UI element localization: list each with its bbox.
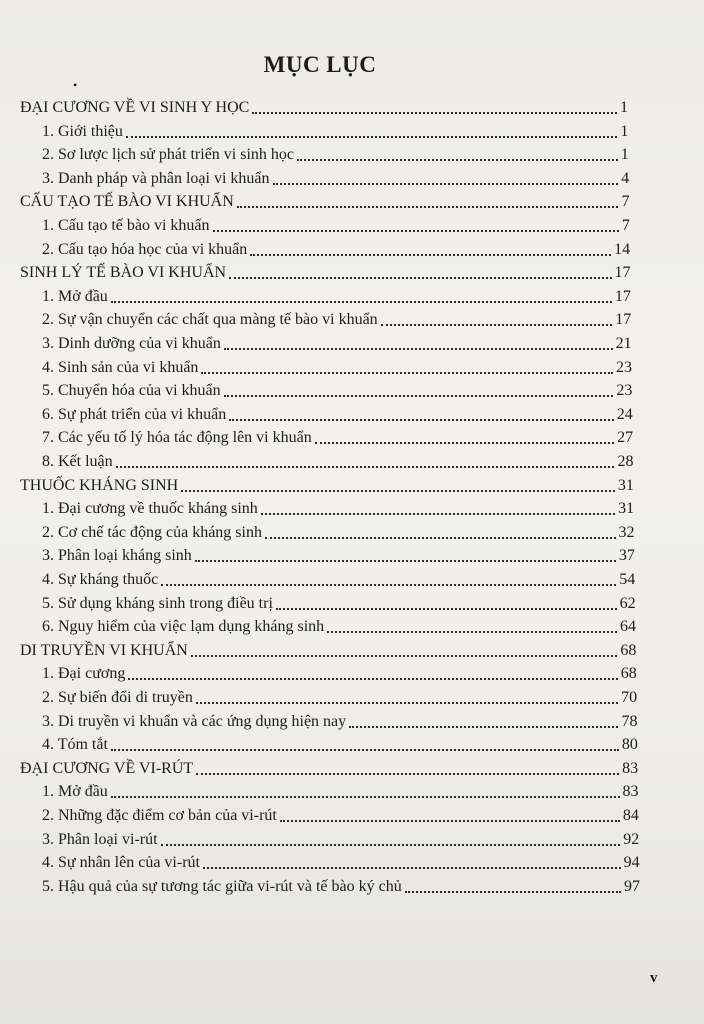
toc-page-number: 21 <box>615 335 632 352</box>
dot-leader <box>203 867 621 869</box>
toc-entry-title: 4. Sự kháng thuốc <box>42 571 159 588</box>
toc-page-number: 1 <box>620 146 629 164</box>
toc-section <box>42 358 632 378</box>
toc-section <box>42 806 639 826</box>
toc-section <box>42 570 635 590</box>
toc-section <box>42 735 638 755</box>
toc-entry-title: 2. Cấu tạo hóa học của vi khuẩn <box>42 240 248 258</box>
toc-section <box>42 334 632 354</box>
toc-page-number: 31 <box>618 500 635 518</box>
dot-leader <box>196 773 619 775</box>
toc-page-number: 31 <box>617 476 634 494</box>
toc-section <box>42 287 631 307</box>
toc-chapter <box>20 263 631 283</box>
toc-entry-title: 1. Cấu tạo tế bào vi khuẩn <box>42 217 210 234</box>
toc-section <box>42 452 633 472</box>
toc-section <box>42 712 637 732</box>
toc-entry-title: 3. Dinh dưỡng của vi khuẩn <box>42 335 221 352</box>
toc-entry-title: 4. Sinh sản của vi khuẩn <box>42 358 199 376</box>
toc-chapter <box>20 476 634 496</box>
dot-leader <box>273 183 619 185</box>
dot-leader <box>213 230 619 232</box>
toc-entry-title: 3. Danh pháp và phân loại vi khuẩn <box>42 169 270 187</box>
toc-entry-title: 2. Những đặc điểm cơ bản của vi-rút <box>42 807 277 824</box>
toc-entry-title: 1. Mở đầu <box>42 287 108 305</box>
dot-leader <box>261 513 615 515</box>
toc-page-number: 97 <box>624 877 640 895</box>
dot-leader <box>224 348 613 350</box>
toc-page-number: 83 <box>622 759 639 777</box>
toc-entry-title: ĐẠI CƯƠNG VỀ VI SINH Y HỌC <box>20 99 250 116</box>
toc-section <box>42 145 629 165</box>
toc-page-number: 68 <box>620 665 637 683</box>
toc-section <box>42 428 633 448</box>
dot-leader <box>327 631 617 633</box>
toc-entry-title: 1. Đại cương <box>42 665 126 683</box>
toc-page-number: 68 <box>620 641 637 659</box>
toc-page-number: 80 <box>621 736 638 754</box>
toc-section <box>42 169 629 189</box>
toc-page-number: 64 <box>620 618 636 636</box>
toc-entry-title: 7. Các yếu tố lý hóa tác động lên vi khuẩn <box>42 429 312 447</box>
toc-page-number: 70 <box>621 689 638 706</box>
toc-page-number: 37 <box>618 547 635 565</box>
toc-section <box>42 782 639 802</box>
toc-entry-title: 6. Sự phát triển của vi khuẩn <box>42 405 227 423</box>
toc-section <box>42 523 635 543</box>
toc-section <box>42 546 635 566</box>
dot-leader <box>229 277 611 279</box>
toc-entry-title: 6. Nguy hiểm của việc lạm dụng kháng sinh <box>42 618 325 636</box>
toc-page-number: 83 <box>622 783 639 801</box>
toc-page-number: 62 <box>619 594 636 612</box>
dot-leader <box>405 891 621 893</box>
toc-entry-title: ĐẠI CƯƠNG VỀ VI-RÚT <box>20 759 194 777</box>
dot-leader <box>111 301 612 303</box>
dot-leader <box>252 112 617 114</box>
dot-leader <box>250 254 611 256</box>
dot-leader <box>229 419 614 421</box>
toc-page-number: 23 <box>616 358 632 376</box>
toc-page-number: 17 <box>614 264 631 282</box>
toc-section <box>42 830 639 850</box>
dot-leader <box>128 678 617 680</box>
dot-leader <box>265 537 616 539</box>
toc-page-number: 1 <box>620 99 628 116</box>
dot-leader <box>126 136 617 138</box>
toc-entry-title: 2. Sự vận chuyển các chất qua màng tế bào vi khuẩn <box>42 311 378 329</box>
dot-leader <box>224 395 614 397</box>
toc-entry-title: 3. Phân loại kháng sinh <box>42 547 192 565</box>
toc-section <box>42 405 633 425</box>
toc-entry-title: 1. Mở đầu <box>42 783 108 801</box>
toc-chapter <box>20 641 636 661</box>
dot-leader <box>116 466 615 468</box>
toc-page-number: 23 <box>616 382 633 400</box>
toc-page-number: 54 <box>619 571 636 588</box>
toc-entry-title: THUỐC KHÁNG SINH <box>20 476 179 494</box>
toc-entry-title: 8. Kết luận <box>42 453 113 470</box>
stray-mark: • <box>73 78 78 92</box>
dot-leader <box>237 206 619 208</box>
dot-leader <box>280 820 620 822</box>
toc-entry-title: 3. Phân loại vi-rút <box>42 830 158 848</box>
toc-chapter <box>20 759 638 779</box>
toc-page-number: 78 <box>621 712 638 730</box>
dot-leader <box>276 608 617 610</box>
toc-section <box>42 216 630 236</box>
toc-section <box>42 240 630 260</box>
toc-page-number: 17 <box>615 311 632 329</box>
toc-entry-title: 1. Giới thiệu <box>42 122 123 140</box>
page-folio: v <box>650 970 658 986</box>
toc-entry-title: 2. Sự biến đổi di truyền <box>42 689 193 706</box>
toc-entry-title: SINH LÝ TẾ BÀO VI KHUẨN <box>20 264 227 282</box>
toc-section <box>42 853 640 873</box>
toc-page-number: 17 <box>614 287 631 305</box>
dot-leader <box>297 159 618 161</box>
toc-page-number: 4 <box>621 169 630 187</box>
toc-entry-title: 2. Sơ lược lịch sử phát triển vi sinh học <box>42 146 295 164</box>
dot-leader <box>181 490 615 492</box>
dot-leader <box>201 372 613 374</box>
toc-section <box>42 594 636 614</box>
toc-chapter <box>20 192 629 212</box>
toc-page-number: 94 <box>623 854 640 872</box>
dot-leader <box>111 796 620 798</box>
dot-leader <box>161 584 616 586</box>
dot-leader <box>111 749 619 751</box>
toc-section <box>42 617 636 637</box>
toc-page-number: 24 <box>616 405 633 423</box>
toc-chapter <box>20 98 628 118</box>
toc-page-number: 1 <box>620 122 629 140</box>
toc-section <box>42 381 632 401</box>
dot-leader <box>196 702 618 704</box>
toc-page-number: 7 <box>621 193 630 211</box>
toc-section <box>42 688 637 708</box>
toc-section <box>42 499 634 519</box>
toc-page-number: 14 <box>614 240 631 258</box>
toc-page-number: 28 <box>617 453 634 470</box>
dot-leader <box>195 560 616 562</box>
dot-leader <box>381 324 613 326</box>
dot-leader <box>349 726 618 728</box>
toc-entry-title: 5. Hậu quả của sự tương tác giữa vi-rút và tế bào ký chủ <box>42 877 402 895</box>
toc-page-number: 92 <box>623 830 640 848</box>
toc-section <box>42 122 628 142</box>
toc-entry-title: 1. Đại cương về thuốc kháng sinh <box>42 500 258 518</box>
toc-page-number: 7 <box>621 217 630 234</box>
toc-entry-title: CẤU TẠO TẾ BÀO VI KHUẨN <box>20 193 234 211</box>
toc-page-number: 27 <box>617 429 634 447</box>
toc-section <box>42 310 631 330</box>
toc-entry-title: 5. Chuyển hóa của vi khuẩn <box>42 382 221 400</box>
toc-entry-title: DI TRUYỀN VI KHUẨN <box>20 641 188 659</box>
toc-entry-title: 5. Sử dụng kháng sinh trong điều trị <box>42 594 273 612</box>
toc-section <box>42 877 640 897</box>
toc-page-number: 84 <box>622 807 639 824</box>
toc-entry-title: 2. Cơ chế tác động của kháng sinh <box>42 523 262 541</box>
toc-entry-title: 4. Tóm tắt <box>42 736 108 754</box>
dot-leader <box>315 442 614 444</box>
dot-leader <box>161 844 621 846</box>
toc-section <box>42 664 637 684</box>
toc-page-number: 32 <box>618 523 635 541</box>
toc-entry-title: 4. Sự nhân lên của vi-rút <box>42 854 200 872</box>
toc-entry-title: 3. Di truyền vi khuẩn và các ứng dụng hiện nay <box>42 712 347 730</box>
dot-leader <box>191 655 618 657</box>
page-title: MỤC LỤC <box>263 52 377 77</box>
